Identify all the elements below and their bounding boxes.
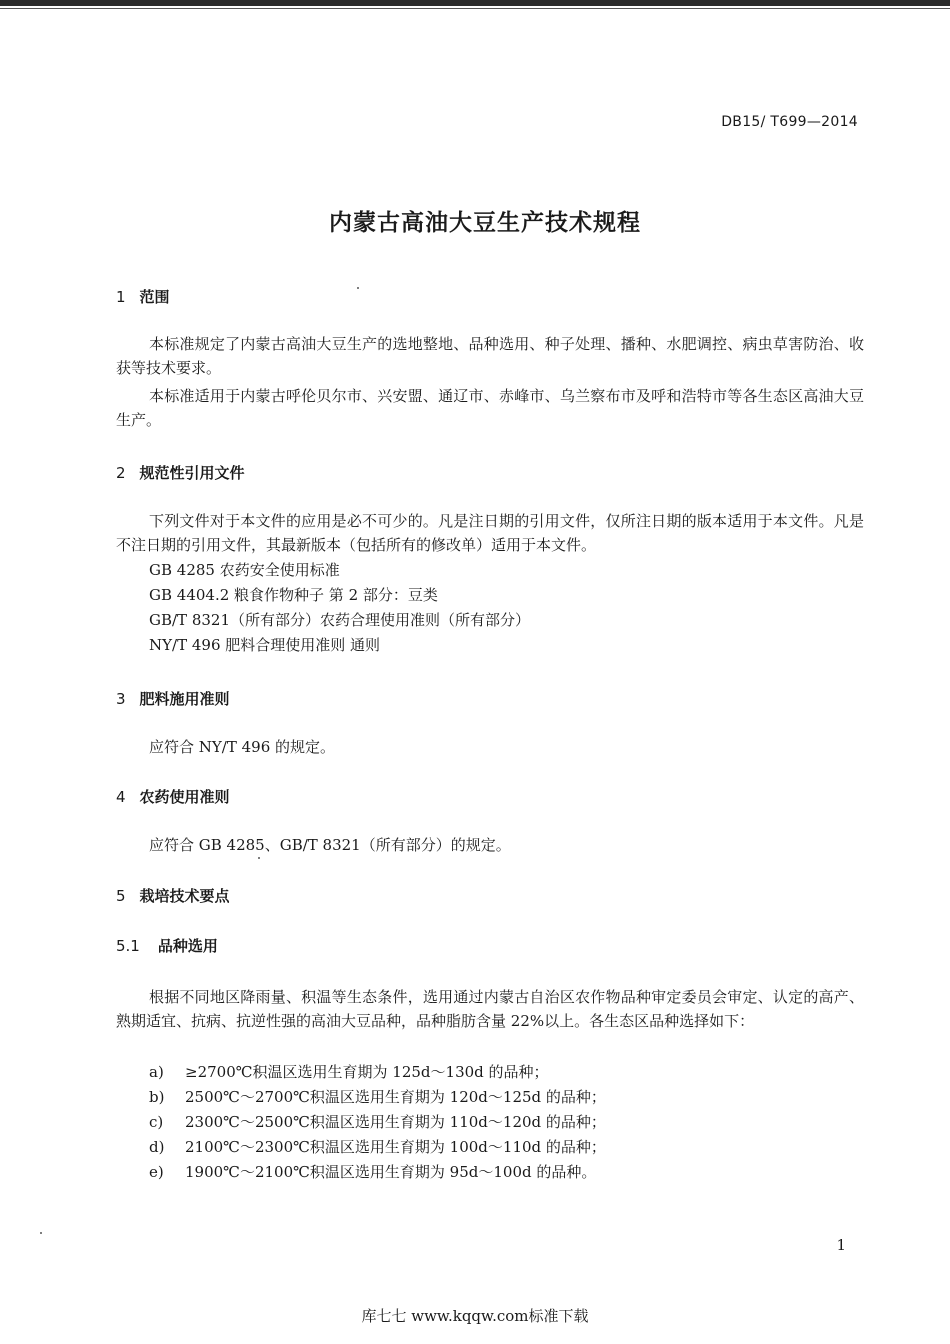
section-title: 品种选用 (157, 937, 218, 955)
reference-item: GB 4285 农药安全使用标准 (149, 561, 340, 579)
list-item (149, 1160, 596, 1184)
section-2-intro: 下列文件对于本文件的应用是必不可少的。凡是注日期的引用文件，仅所注日期的版本适用于本文件。凡是不注日期的引用文件，其最新版本（包括所有的修改单）适用于本文件。 (116, 512, 864, 554)
section-number: 4 (116, 788, 126, 806)
section-5-heading (116, 885, 230, 906)
list-text: 2300℃～2500℃积温区选用生育期为 110d～120d 的品种； (185, 1113, 606, 1131)
section-4-heading (116, 786, 230, 807)
list-marker: a) (149, 1063, 164, 1081)
reference-item: GB/T 8321（所有部分）农药合理使用准则（所有部分） (149, 611, 531, 629)
section-title: 范围 (139, 288, 170, 306)
list-marker: c) (149, 1113, 164, 1131)
section-number: 2 (116, 464, 126, 482)
list-item (149, 1135, 606, 1159)
scan-speck (40, 1232, 42, 1234)
section-number: 1 (116, 288, 126, 306)
section-1-heading (116, 286, 170, 307)
reference-item: NY/T 496 肥料合理使用准则 通则 (149, 636, 381, 654)
section-title: 规范性引用文件 (139, 464, 245, 482)
section-2-heading (116, 462, 245, 483)
list-text: 2100℃～2300℃积温区选用生育期为 100d～110d 的品种； (185, 1138, 606, 1156)
list-item (149, 1110, 606, 1134)
page-number: 1 (836, 1236, 846, 1254)
scan-speck (258, 857, 260, 859)
list-marker: b) (149, 1088, 165, 1106)
section-5-1-heading (116, 935, 218, 956)
section-number: 5 (116, 887, 126, 905)
list-text: 2500℃～2700℃积温区选用生育期为 120d～125d 的品种； (185, 1088, 606, 1106)
list-text: ≥2700℃积温区选用生育期为 125d～130d 的品种； (185, 1063, 549, 1081)
list-text: 1900℃～2100℃积温区选用生育期为 95d～100d 的品种。 (185, 1163, 597, 1181)
reference-item: GB 4404.2 粮食作物种子 第 2 部分：豆类 (149, 586, 438, 604)
section-5-1-intro: 根据不同地区降雨量、积温等生态条件，选用通过内蒙古自治区农作物品种审定委员会审定、认定的高产、熟期适宜、抗病、抗逆性强的高油大豆品种，品种脂肪含量 22%以上。各生态区品种选择如下： (116, 988, 864, 1030)
section-3-heading (116, 688, 230, 709)
section-title: 农药使用准则 (139, 788, 230, 806)
document-title: 内蒙古高油大豆生产技术规程 (329, 210, 641, 236)
top-scan-line (0, 8, 950, 9)
section-3-text: 应符合 NY/T 496 的规定。 (149, 738, 336, 756)
list-marker: e) (149, 1163, 164, 1181)
section-number: 3 (116, 690, 126, 708)
section-4-text: 应符合 GB 4285、GB/T 8321（所有部分）的规定。 (149, 836, 511, 854)
section-title: 栽培技术要点 (139, 887, 230, 905)
section-1-paragraph-2: 本标准适用于内蒙古呼伦贝尔市、兴安盟、通辽市、赤峰市、乌兰察布市及呼和浩特市等各生态区高油大豆生产。 (116, 387, 864, 429)
list-item (149, 1060, 549, 1084)
footer-watermark: 库七七 www.kqqw.com标准下载 (361, 1307, 589, 1325)
list-marker: d) (149, 1138, 165, 1156)
section-1-paragraph-1: 本标准规定了内蒙古高油大豆生产的选地整地、品种选用、种子处理、播种、水肥调控、病虫草害防治、收获等技术要求。 (116, 335, 864, 377)
standard-code: DB15/ T699—2014 (721, 114, 858, 130)
scan-speck (357, 287, 359, 289)
section-title: 肥料施用准则 (139, 690, 230, 708)
top-scan-border (0, 0, 950, 6)
list-item (149, 1085, 606, 1109)
section-number: 5.1 (116, 937, 140, 955)
